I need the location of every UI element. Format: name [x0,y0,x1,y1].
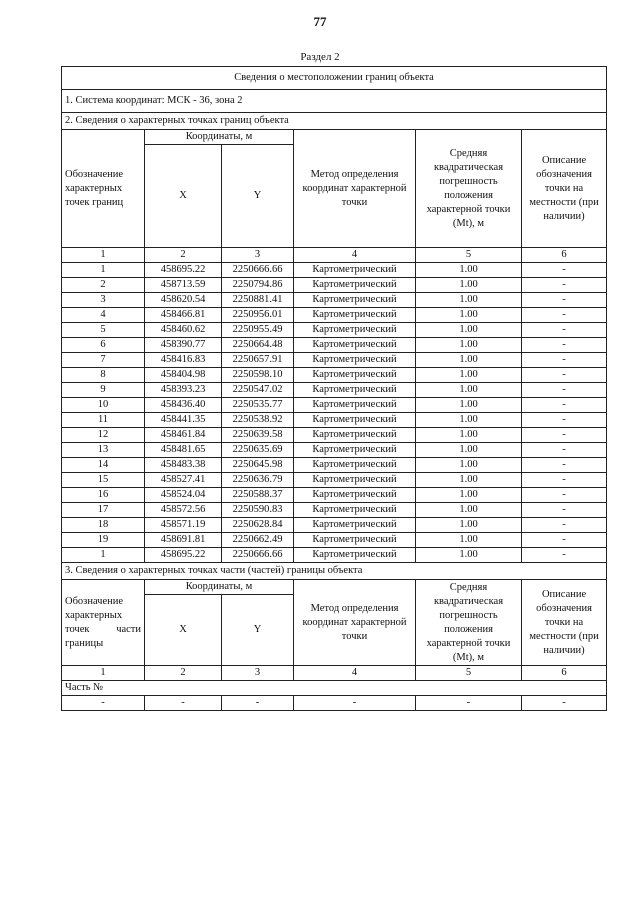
part-cell: - [145,696,222,711]
point-method: Картометрический [294,488,416,503]
table-row [62,263,607,278]
point-error: 1.00 [416,323,522,338]
point-description: - [522,473,607,488]
point-y: 2250538.92 [222,413,294,428]
point-y: 2250956.01 [222,308,294,323]
point-method: Картометрический [294,383,416,398]
point-method: Картометрический [294,428,416,443]
point-method: Картометрический [294,413,416,428]
point-method: Картометрический [294,503,416,518]
point-method: Картометрический [294,278,416,293]
point-y: 2250666.66 [222,548,294,563]
header-y-part: Y [222,595,294,666]
point-y: 2250590.83 [222,503,294,518]
section2-title: 2. Сведения о характерных точках границ объекта [62,113,607,130]
point-number: 3 [62,293,145,308]
column-number: 4 [294,248,416,263]
point-number: 10 [62,398,145,413]
point-x: 458695.22 [145,548,222,563]
column-number: 2 [145,248,222,263]
point-number: 18 [62,518,145,533]
point-number: 5 [62,323,145,338]
point-number: 11 [62,413,145,428]
point-method: Картометрический [294,533,416,548]
point-method: Картометрический [294,323,416,338]
point-x: 458441.35 [145,413,222,428]
column-numbers-row-part [62,666,607,681]
column-numbers-row [62,248,607,263]
column-number: 2 [145,666,222,681]
part-cell: - [522,696,607,711]
point-description: - [522,533,607,548]
point-description: - [522,308,607,323]
point-y: 2250636.79 [222,473,294,488]
point-error: 1.00 [416,533,522,548]
point-number: 6 [62,338,145,353]
point-y: 2250662.49 [222,533,294,548]
point-y: 2250664.48 [222,338,294,353]
point-number: 17 [62,503,145,518]
point-y: 2250645.98 [222,458,294,473]
point-y: 2250588.37 [222,488,294,503]
point-description: - [522,263,607,278]
point-x: 458416.83 [145,353,222,368]
header-error: Средняя квадратическая погрешность положения характерной точки (Mt), м [416,130,522,248]
point-method: Картометрический [294,518,416,533]
point-x: 458483.38 [145,458,222,473]
column-number: 6 [522,248,607,263]
column-number: 1 [62,666,145,681]
column-number: 6 [522,666,607,681]
point-error: 1.00 [416,353,522,368]
coordinate-system: 1. Система координат: МСК - 36, зона 2 [62,90,607,113]
point-error: 1.00 [416,518,522,533]
point-x: 458436.40 [145,398,222,413]
point-number: 13 [62,443,145,458]
point-y: 2250598.10 [222,368,294,383]
column-number: 3 [222,666,294,681]
point-x: 458466.81 [145,308,222,323]
table-row [62,293,607,308]
part-cell: - [294,696,416,711]
point-description: - [522,503,607,518]
point-x: 458571.19 [145,518,222,533]
point-y: 2250628.84 [222,518,294,533]
point-x: 458691.81 [145,533,222,548]
point-y: 2250639.58 [222,428,294,443]
point-error: 1.00 [416,548,522,563]
column-number: 3 [222,248,294,263]
part-row [62,696,607,711]
point-description: - [522,458,607,473]
header-method: Метод определения координат характерной точки [294,130,416,248]
point-description: - [522,488,607,503]
table-row [62,458,607,473]
table-row [62,278,607,293]
point-y: 2250635.69 [222,443,294,458]
table-row [62,428,607,443]
point-error: 1.00 [416,293,522,308]
part-cell: - [416,696,522,711]
point-description: - [522,428,607,443]
point-description: - [522,383,607,398]
point-x: 458461.84 [145,428,222,443]
point-description: - [522,518,607,533]
point-description: - [522,338,607,353]
point-y: 2250666.66 [222,263,294,278]
point-x: 458527.41 [145,473,222,488]
table-row [62,413,607,428]
part-cell: - [222,696,294,711]
point-method: Картометрический [294,263,416,278]
point-error: 1.00 [416,413,522,428]
point-error: 1.00 [416,458,522,473]
point-description: - [522,353,607,368]
point-x: 458393.23 [145,383,222,398]
point-error: 1.00 [416,443,522,458]
point-error: 1.00 [416,368,522,383]
point-x: 458713.59 [145,278,222,293]
point-description: - [522,368,607,383]
page-number: 77 [313,14,327,29]
point-x: 458460.62 [145,323,222,338]
point-x: 458524.04 [145,488,222,503]
point-x: 458620.54 [145,293,222,308]
point-x: 458404.98 [145,368,222,383]
column-number: 5 [416,248,522,263]
point-y: 2250881.41 [222,293,294,308]
point-method: Картометрический [294,308,416,323]
header-error-part: Средняя квадратическая погрешность положения характерной точки (Mt), м [416,580,522,666]
point-y: 2250657.91 [222,353,294,368]
point-description: - [522,278,607,293]
table-title: Сведения о местоположении границ объекта [62,67,607,90]
point-method: Картометрический [294,353,416,368]
header-method-part: Метод определения координат характерной точки [294,580,416,666]
point-number: 19 [62,533,145,548]
header-coords-part: Координаты, м [145,580,294,595]
column-number: 5 [416,666,522,681]
column-number: 1 [62,248,145,263]
point-error: 1.00 [416,308,522,323]
point-number: 4 [62,308,145,323]
point-y: 2250547.02 [222,383,294,398]
point-x: 458481.65 [145,443,222,458]
point-number: 16 [62,488,145,503]
point-description: - [522,323,607,338]
point-error: 1.00 [416,488,522,503]
header-description: Описание обозначения точки на местности (при наличии) [522,130,607,248]
point-description: - [522,398,607,413]
point-method: Картометрический [294,458,416,473]
point-method: Картометрический [294,473,416,488]
point-method: Картометрический [294,548,416,563]
point-number: 7 [62,353,145,368]
header-coords: Координаты, м [145,130,294,145]
header-x-part: X [145,595,222,666]
section-label: Раздел 2 [300,51,340,63]
point-method: Картометрический [294,293,416,308]
point-description: - [522,548,607,563]
point-y: 2250794.86 [222,278,294,293]
point-x: 458390.77 [145,338,222,353]
point-number: 9 [62,383,145,398]
point-error: 1.00 [416,263,522,278]
point-error: 1.00 [416,503,522,518]
header-description-part: Описание обозначения точки на местности (при наличии) [522,580,607,666]
point-y: 2250955.49 [222,323,294,338]
column-number: 4 [294,666,416,681]
table-row [62,323,607,338]
table-row [62,473,607,488]
point-error: 1.00 [416,473,522,488]
point-number: 12 [62,428,145,443]
point-number: 8 [62,368,145,383]
point-y: 2250535.77 [222,398,294,413]
boundary-table [61,66,607,711]
part-label: Часть № [62,681,607,696]
table-row [62,398,607,413]
table-row [62,308,607,323]
header-y: Y [222,145,294,248]
table-row [62,383,607,398]
table-row [62,338,607,353]
point-error: 1.00 [416,383,522,398]
table-row [62,518,607,533]
point-number: 1 [62,263,145,278]
point-number: 2 [62,278,145,293]
table-row [62,443,607,458]
section3-title: 3. Сведения о характерных точках части (частей) границы объекта [62,563,607,580]
header-designation: Обозначение характерных точек границ [62,130,145,248]
table-row [62,368,607,383]
point-description: - [522,443,607,458]
point-error: 1.00 [416,338,522,353]
point-x: 458572.56 [145,503,222,518]
point-number: 15 [62,473,145,488]
point-description: - [522,293,607,308]
point-method: Картометрический [294,443,416,458]
point-error: 1.00 [416,278,522,293]
point-method: Картометрический [294,338,416,353]
point-x: 458695.22 [145,263,222,278]
point-error: 1.00 [416,398,522,413]
header-x: X [145,145,222,248]
table-row [62,548,607,563]
point-number: 14 [62,458,145,473]
table-row [62,488,607,503]
point-method: Картометрический [294,368,416,383]
table-row [62,533,607,548]
point-number: 1 [62,548,145,563]
point-method: Картометрический [294,398,416,413]
part-cell: - [62,696,145,711]
table-row [62,503,607,518]
point-error: 1.00 [416,428,522,443]
header-designation-part: Обозначение характерных точек части границы [62,580,145,666]
table-row [62,353,607,368]
point-description: - [522,413,607,428]
